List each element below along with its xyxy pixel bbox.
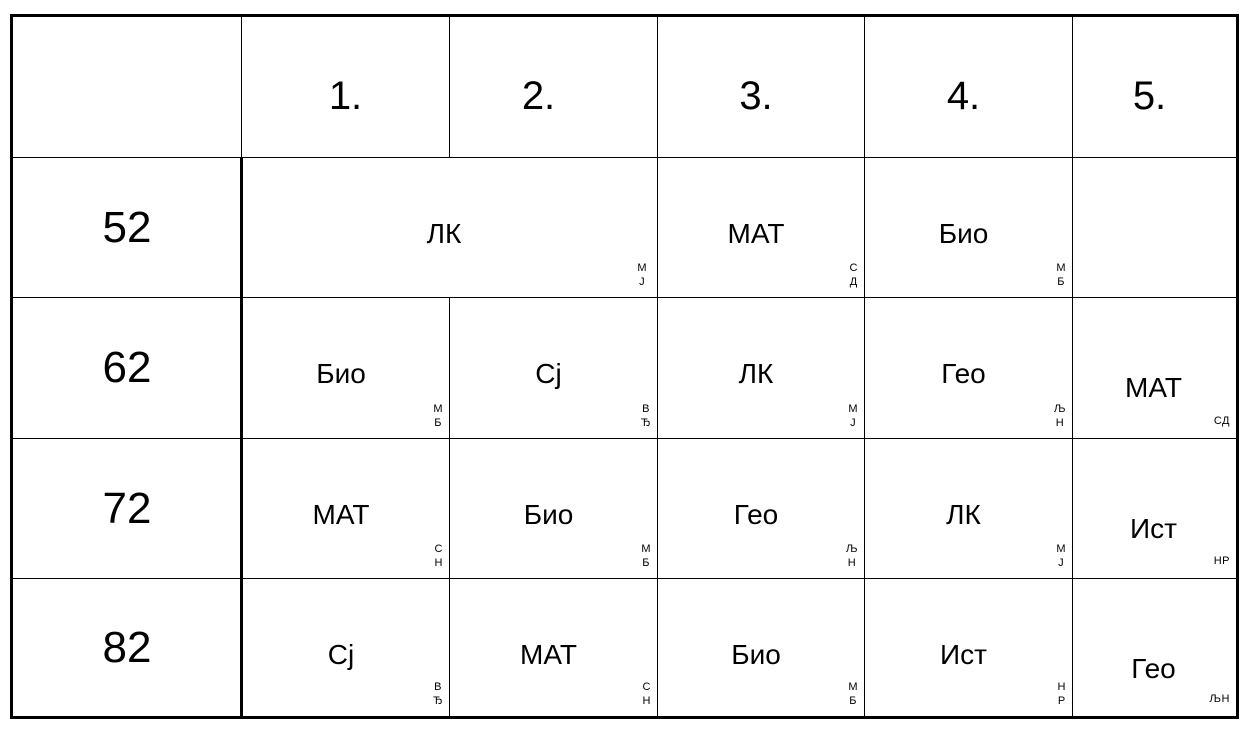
- lesson-cell: [865, 298, 1073, 439]
- period-header-2: [450, 17, 658, 158]
- subject-label: Сј: [535, 358, 562, 389]
- period-label: 5.: [1132, 73, 1167, 118]
- period-label: 4.: [946, 73, 981, 118]
- class-label: 72: [102, 483, 152, 533]
- lesson-cell-empty: [1073, 158, 1236, 298]
- teacher-initials: Н Р: [1057, 681, 1066, 707]
- teacher-initials: М Ј: [848, 403, 858, 429]
- teacher-initials: НР: [1213, 555, 1230, 567]
- period-header-5: [1073, 17, 1236, 158]
- subject-label: Ист: [940, 639, 987, 670]
- lesson-cell: [1073, 298, 1236, 439]
- schedule-table: [10, 14, 1239, 719]
- subject-label: Сј: [327, 639, 355, 670]
- lesson-cell: [865, 158, 1073, 298]
- period-header-4: [865, 17, 1073, 158]
- subject-label: Гео: [941, 358, 986, 389]
- teacher-initials: М Б: [848, 681, 858, 707]
- teacher-initials: С Д: [849, 262, 858, 288]
- lesson-cell: [658, 579, 865, 716]
- lesson-cell: [658, 298, 865, 439]
- subject-label: МАТ: [727, 218, 785, 249]
- corner-cell: [13, 17, 242, 158]
- teacher-initials: Љ Н: [1053, 403, 1066, 429]
- class-label: 62: [102, 343, 152, 392]
- lesson-cell: [1073, 439, 1236, 579]
- subject-label: ЛК: [946, 499, 981, 530]
- teacher-initials: М Б: [433, 403, 443, 429]
- class-label-cell: [13, 439, 242, 579]
- teacher-initials: Љ Н: [845, 543, 858, 569]
- subject-label: Био: [938, 218, 989, 249]
- subject-label: Био: [523, 499, 574, 530]
- subject-label: ЛК: [738, 358, 774, 389]
- lesson-cell: [658, 439, 865, 579]
- lesson-cell: [450, 439, 658, 579]
- teacher-initials: М Ј: [637, 262, 647, 288]
- period-header-1: [242, 17, 450, 158]
- lesson-cell: [865, 439, 1073, 579]
- class-label-cell: [13, 579, 242, 716]
- period-label: 3.: [739, 73, 773, 118]
- subject-label: МАТ: [520, 639, 577, 670]
- lesson-cell: [240, 298, 450, 439]
- teacher-initials: В Ђ: [640, 403, 651, 429]
- class-label: 52: [102, 202, 152, 252]
- lesson-cell: [240, 158, 658, 298]
- subject-label: Био: [316, 358, 366, 389]
- teacher-initials: С Н: [434, 543, 443, 569]
- lesson-cell: [240, 439, 450, 579]
- teacher-initials: СД: [1213, 415, 1230, 427]
- teacher-initials: В Ђ: [432, 681, 443, 707]
- period-label: 2.: [521, 73, 556, 118]
- lesson-cell: [240, 579, 450, 716]
- lesson-cell: [1073, 579, 1236, 716]
- lesson-cell: [865, 579, 1073, 716]
- class-label-cell: [13, 298, 242, 439]
- period-header-3: [658, 17, 865, 158]
- subject-label: ЛК: [426, 218, 462, 249]
- lesson-cell: [450, 579, 658, 716]
- subject-label: МАТ: [312, 499, 370, 530]
- subject-label: МАТ: [1125, 372, 1182, 403]
- teacher-initials: М Ј: [1056, 543, 1066, 569]
- teacher-initials: ЉН: [1209, 693, 1230, 705]
- subject-label: Гео: [733, 499, 779, 530]
- lesson-cell: [658, 158, 865, 298]
- teacher-initials: С Н: [642, 681, 651, 707]
- subject-label: Ист: [1130, 513, 1177, 544]
- class-label-cell: [13, 158, 242, 298]
- subject-label: Гео: [1131, 653, 1176, 684]
- lesson-cell: [450, 298, 658, 439]
- teacher-initials: М Б: [1056, 262, 1066, 288]
- class-label: 82: [102, 622, 152, 672]
- teacher-initials: М Б: [641, 543, 651, 569]
- period-label: 1.: [328, 73, 363, 118]
- subject-label: Био: [731, 639, 781, 670]
